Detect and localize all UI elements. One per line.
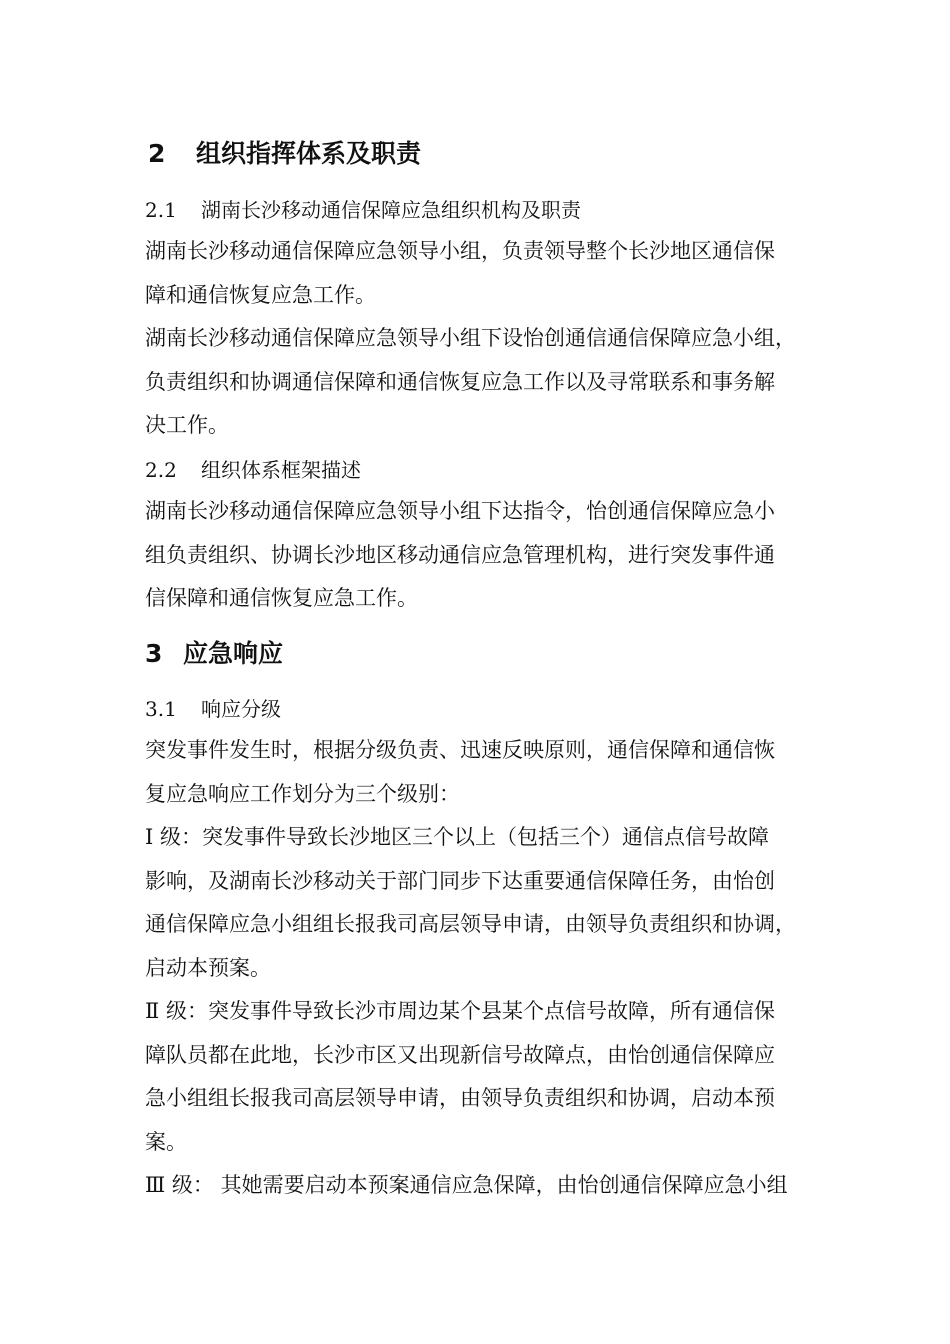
subsection-heading-2-2 [145, 454, 361, 483]
paragraph-line: 障队员都在此地，长沙市区又出现新信号故障点，由怡创通信保障应 [145, 1043, 775, 1067]
section-number: 3 [145, 639, 163, 668]
paragraph-line: Ⅱ 级：突发事件导致长沙市周边某个县某个点信号故障，所有通信保 [145, 999, 775, 1023]
paragraph-line: 负责组织和协调通信保障和通信恢复应急工作以及寻常联系和事务解 [145, 370, 775, 394]
section-title: 应急响应 [183, 639, 284, 668]
paragraph-line: 湖南长沙移动通信保障应急领导小组下达指令，怡创通信保障应急小 [145, 499, 775, 523]
paragraph-line: 障和通信恢复应急工作。 [145, 283, 376, 307]
subsection-heading-3-1 [145, 693, 281, 722]
paragraph-line: 通信保障应急小组组长报我司高层领导申请，由领导负责组织和协调， [145, 912, 796, 936]
section-heading-2 [148, 134, 421, 170]
section-title: 组织指挥体系及职责 [196, 139, 422, 168]
paragraph-line: 决工作。 [145, 413, 229, 437]
paragraph-line: 影响，及湖南长沙移动关于部门同步下达重要通信保障任务，由怡创 [145, 869, 775, 893]
section-heading-3 [145, 634, 283, 670]
paragraph-line: 信保障和通信恢复应急工作。 [145, 586, 418, 610]
paragraph-line: 复应急响应工作划分为三个级别： [145, 782, 460, 806]
subsection-number: 2.2 [145, 458, 177, 482]
subsection-number: 2.1 [145, 198, 177, 222]
subsection-number: 3.1 [145, 697, 177, 721]
paragraph-line: 启动本预案。 [145, 956, 271, 980]
paragraph-line: 案。 [145, 1130, 187, 1154]
paragraph-line: 突发事件发生时，根据分级负责、迅速反映原则，通信保障和通信恢 [145, 738, 775, 762]
paragraph-line: Ⅰ 级：突发事件导致长沙地区三个以上（包括三个）通信点信号故障 [145, 825, 769, 849]
paragraph-line: 急小组组长报我司高层领导申请，由领导负责组织和协调，启动本预 [145, 1086, 775, 1110]
paragraph-line: Ⅲ 级： 其她需要启动本预案通信应急保障，由怡创通信保障应急小组 [145, 1173, 788, 1197]
subsection-heading-2-1 [145, 194, 581, 223]
subsection-title: 响应分级 [201, 697, 281, 721]
subsection-title: 湖南长沙移动通信保障应急组织机构及职责 [201, 198, 581, 222]
paragraph-line: 组负责组织、协调长沙地区移动通信应急管理机构，进行突发事件通 [145, 543, 775, 567]
paragraph-line: 湖南长沙移动通信保障应急领导小组，负责领导整个长沙地区通信保 [145, 239, 775, 263]
subsection-title: 组织体系框架描述 [201, 458, 361, 482]
paragraph-line: 湖南长沙移动通信保障应急领导小组下设怡创通信通信保障应急小组， [145, 326, 796, 350]
section-number: 2 [148, 139, 166, 168]
